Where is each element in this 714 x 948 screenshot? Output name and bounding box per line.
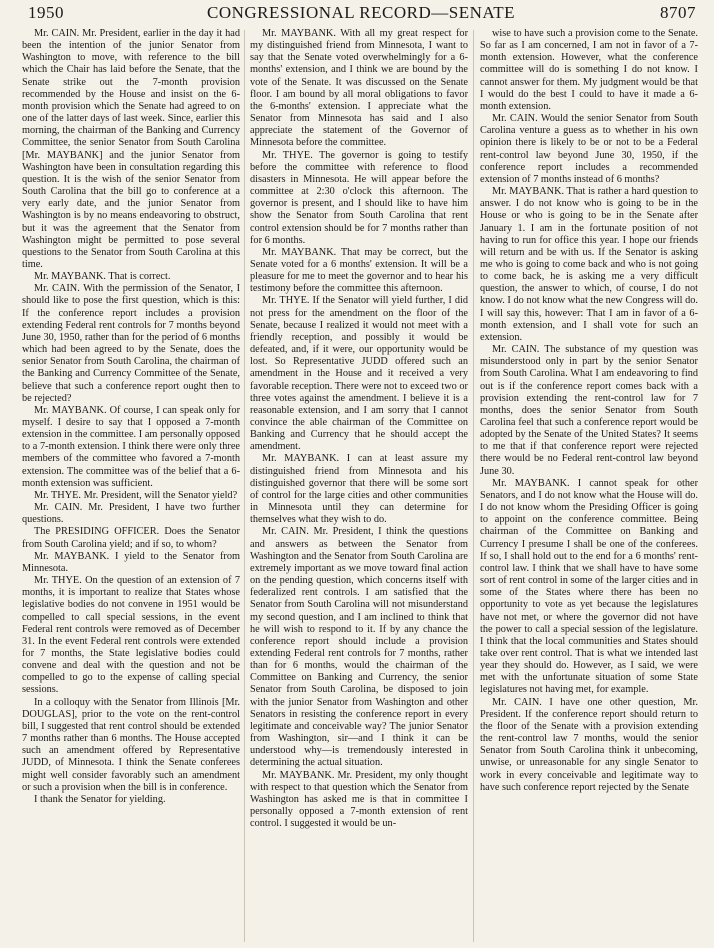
header-year: 1950 xyxy=(28,3,64,22)
page-header xyxy=(24,3,698,23)
paragraph: Mr. CAIN. Mr. President, I think the questions and answers as between the Senator from Washington and the Senator from South Carolina are extremely important as we move toward final action on the pending question, which concerns itself with federalized rent controls. I am satisfied that the Senator from South Carolina will not misunderstand my second question, and I am inclined to think that he will wish to respond to it. If by any chance the conference report should include a provision extending Federal rent controls for 7 months, rather than for 6 months, would the chairman of the Committee on Banking and Currency, the senior Senator from South Carolina, be disposed to join with the junior Senator from Washington and other Senators in resisting the conference report in every legitimate and conceivable way? The junior Senator from Washington, sir—and I think it can be understood why—is tremendously interested in determining the actual situation. xyxy=(250,526,468,769)
paragraph: The PRESIDING OFFICER. Does the Senator from South Carolina yield; and if so, to whom? xyxy=(22,526,240,550)
paragraph: wise to have such a provision come to the Senate. So far as I am concerned, I am not in favor of a 7-month extension. However, what the conference committee will do is something I do not know. I cannot answer for them. My judgment would be that I would do the best I could to have it made a 6-month extension. xyxy=(480,28,698,112)
header-title: CONGRESSIONAL RECORD—SENATE xyxy=(206,3,516,22)
paragraph: Mr. CAIN. Mr. President, earlier in the day it had been the intention of the junior Senator from Washington to move, with reference to the bill which the Chair has laid before the Senate, that the Senate strike out the 7-month provision recommended by the House and insist on the 6-month provision which the Senate had agreed to on one of the latter days of last week. Since, earlier this morning, the chairman of the Banking and Currency Committee, the senior Senator from South Carolina [Mr. MAYBANK] and the junior Senator from Washington have been in consultation regarding this question. It is the wish of the senior Senator from South Carolina that the bill go to conference at a very early date, and the junior Senator from Washington is by no means endeavoring to obstruct, but it was the agreement that the Senator from Washington might be permitted to pose several questions to the Senator from South Carolina at this time. xyxy=(22,28,240,270)
paragraph: Mr. MAYBANK. That may be correct, but the Senate voted for a 6 months' extension. It will be a pleasure for me to meet the governor and to hear his testimony before the committee this afternoon. xyxy=(250,246,468,295)
paragraph: Mr. THYE. Mr. President, will the Senator yield? xyxy=(34,489,238,501)
column-1 xyxy=(22,28,240,944)
paragraph: Mr. MAYBANK. With all my great respect for my distinguished friend from Minnesota, I want to say that the Senate voted overwhelmingly for a 6-months' extension, and I think we are bound by the vote of the Senate. It was discussed on the Senate floor. I am bound by all moral obligations to favor the 6-months' extension. I appreciate what the Senator from Minnesota has said and I also appreciate the statement of the Governor of Minnesota before the committee. xyxy=(250,28,468,149)
column-2 xyxy=(250,28,468,944)
paragraph: Mr. THYE. The governor is going to testify before the committee with reference to flood disasters in Minnesota. He will appear before the committee at 2:30 o'clock this afternoon. The governor is present, and I should like to have him show the Senator from South Carolina that rent control extension should be for 7 months rather than for 6 months. xyxy=(250,149,468,246)
column-rule xyxy=(473,30,474,942)
paragraph: Mr. MAYBANK. That is rather a hard question to answer. I do not know who is going to be in the House or who is going to be in the Senate after January 1. I am in the fortunate position of not having to run for office this year. I hope our friends will return and be with us. If the Senator is asking me who is going to come back and who is not going to come back, he is asking me a very difficult question, the answer to which, of course, I do not know. I do not know what the new Congress will do. I will say this, however: That I am in favor of a 6-month extension, and I shall vote for such an extension. xyxy=(480,186,698,343)
paragraph: Mr. MAYBANK. Of course, I can speak only for myself. I desire to say that I opposed a 7-month extension in the committee. I am personally opposed to a 7-month extension. I think there were only three members of the committee who favored a 7-month extension. The committee was of the belief that a 6-month extension was sufficient. xyxy=(22,404,240,489)
paragraph: I thank the Senator for yielding. xyxy=(34,793,166,805)
header-page-number: 8707 xyxy=(660,3,696,22)
paragraph: Mr. MAYBANK. I can at least assure my distinguished friend from Minnesota and his distinguished governor that there will be some sort of control for the large cities and other communities in Minnesota until they can determine for themselves what they wish to do. xyxy=(250,453,468,526)
paragraph: Mr. CAIN. Mr. President, I have two further questions. xyxy=(22,502,240,526)
paragraph: Mr. THYE. On the question of an extension of 7 months, it is important to realize that States whose legislative bodies do not convene in 1951 would be compelled to call special sessions, in the event Federal rent controls were removed as of December 31. In the event Federal rent controls were extended for 7 months, the State legislative bodies could convene and deal with the question and not be compelled to go to the expense of calling special sessions. xyxy=(22,575,240,696)
paragraph: Mr. MAYBANK. That is correct. xyxy=(34,271,171,283)
paragraph: In a colloquy with the Senator from Illinois [Mr. DOUGLAS], prior to the vote on the rent-control bill, I suggested that rent control should be extended 7 months rather than 6 months. The House accepted such an amendment offered by Representative JUDD, of Minnesota. I think the Senate conferees might well consider favorably such an amendment or such a provision when the bill is in conference. xyxy=(22,696,240,793)
paragraph: Mr. MAYBANK. Mr. President, my only thought with respect to that question which the Senator from Washington has asked me is that in committee I personally opposed a 7-month extension of rent control. I suggested it would be un- xyxy=(250,769,468,830)
paragraph: Mr. CAIN. With the permission of the Senator, I should like to pose the first question, which is this: If the conference report includes a provision extending Federal rent controls for 7 months beyond June 30, 1950, rather than for the period of 6 months which had been agreed to by the Senate, does the senior Senator from South Carolina, the chairman of the Banking and Currency Committee of the Senate, believe that such a conference report ought then to be rejected? xyxy=(22,283,240,404)
column-rule xyxy=(244,30,245,942)
paragraph: Mr. MAYBANK. I yield to the Senator from Minnesota. xyxy=(22,550,240,574)
paragraph: Mr. CAIN. The substance of my question was misunderstood only in part by the senior Senator from South Carolina. What I am endeavoring to find out is if the conference report comes back with a provision extending the rent-control law for 7 months, does the senior Senator from South Carolina feel that such a conference report would be adopted by the Senate of the United States? It seems to me that if that conference report were rejected there would be no Federal rent-control law beyond June 30. xyxy=(480,344,698,477)
paragraph: Mr. CAIN. I have one other question, Mr. President. If the conference report should return to the floor of the Senate with a provision extending the rent-control law 7 months, would the senior Senator from South Carolina think it unbecoming, unwise, or unreasonable for any single Senator to work in every conceivable and legitimate way to have such conference report rejected by the Senate xyxy=(480,696,698,793)
paragraph: Mr. MAYBANK. I cannot speak for other Senators, and I do not know what the House will do. I do not know whom the Presiding Officer is going to appoint on the conference committee. Being chairman of the Committee on Banking and Currency I presume I shall be one of the conferees. If so, I shall hold out to the end for a 6 months' rent-control law. I think that we shall have to have some sort of rent control in some of the larger cities and in some of the States where there has been no opportunity to vote as yet because the legislatures have not met, or where the governor did not have the power to call a special session of the legislature. I think that the local communities and States should take over rent control. That is what we intended last year they should do. However, as I said, we were met with the unfortunate situation of some State legislatures not having met, for example. xyxy=(480,477,698,696)
paragraph: Mr. CAIN. Would the senior Senator from South Carolina venture a guess as to whether in his own opinion there is likely to be or not to be a Federal rent-control law beyond June 30, 1950, if the conference report includes a recommended extension of 7 months instead of 6 months? xyxy=(480,113,698,185)
paragraph: Mr. THYE. If the Senator will yield further, I did not press for the amendment on the floor of the Senate, because I realized it would not meet with a friendly reception, and possibly it would be defeated, and, if it were, our opportunity would be lost. So Representative JUDD offered such an amendment in the House and it received a very favorable reception. There were not to exceed two or three votes against the amendment. I believe it is a reasonable extension, and I am sorry that I cannot convince the able chairman of the Committee on Banking and Currency that he should accept the amendment. xyxy=(250,295,468,453)
column-3 xyxy=(480,28,698,944)
